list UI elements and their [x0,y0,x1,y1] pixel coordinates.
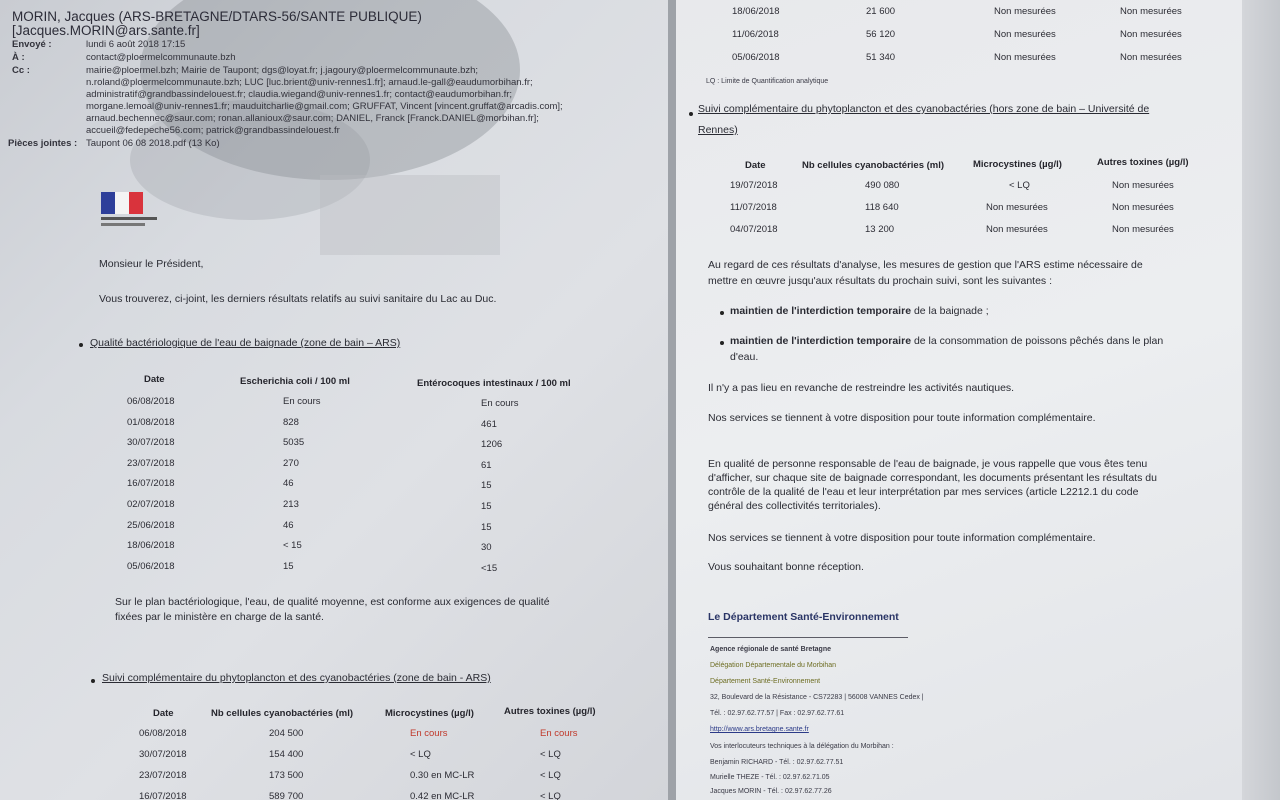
sender-name: MORIN, Jacques (ARS-BRETAGNE/DTARS-56/SANTE PUBLIQUE) [12,9,422,24]
measure-text: de la consommation de poissons pêchés dans le plan [911,335,1164,347]
bullet-icon [689,112,693,116]
salutation: Monsieur le Président, [99,258,204,270]
table-cell: 21 600 [866,6,896,17]
table-header: Microcystines (µg/l) [973,159,1062,170]
table-cell: Non mesurées [1120,29,1182,40]
table-cell: 173 500 [269,770,304,781]
table-cell: 25/06/2018 [127,519,175,531]
table-cell: 51 340 [866,52,896,63]
paragraph: Nos services se tiennent à votre disposition pour toute information complémentaire. [708,532,1096,544]
attachment-label: Pièces jointes : [8,138,78,149]
table-cell: Non mesurées [1112,180,1174,191]
table-cell: 0.30 en MC-LR [410,770,475,781]
table-cell: 30/07/2018 [139,749,187,760]
table-cell: 46 [283,478,294,490]
table-cell: 16/07/2018 [139,791,187,800]
table-cell: 13 200 [865,224,895,235]
table-cell: En cours [410,728,448,739]
table-cell: Non mesurées [986,224,1048,235]
table-cell: < 15 [283,540,302,552]
footer-agency: Agence régionale de santé Bretagne [710,646,831,653]
section-title-phyto-univ-cont: Rennes) [698,124,738,136]
table-cell: 15 [481,521,492,533]
table-cell: En cours [540,728,578,739]
table-cell: 16/07/2018 [127,478,175,490]
table-cell: 18/06/2018 [127,540,175,552]
table-cell: Non mesurées [1112,202,1174,213]
to-value: contact@ploermelcommunaute.bzh [86,52,236,63]
footer-website-link[interactable]: http://www.ars.bretagne.sante.fr [710,726,809,733]
footer-contact: Murielle THEZE - Tél. : 02.97.62.71.05 [710,774,830,781]
measures-intro: Au regard de ces résultats d'analyse, les mesures de gestion que l'ARS estime nécessaire de [708,259,1143,271]
table-cell: 1206 [481,439,503,451]
to-label: À : [12,52,25,63]
table-cell: Non mesurées [1120,6,1182,17]
tree-reflection [130,0,530,300]
lq-note: LQ : Limite de Quantification analytique [706,78,829,85]
measure-bold: maintien de l'interdiction temporaire [730,335,912,347]
table-cell: 213 [283,499,299,510]
table-header: Nb cellules cyanobactéries (ml) [211,708,354,719]
cc-line: mairie@ploermel.bzh; Mairie de Taupont; dgs@loyat.fr; j.jagoury@ploermelcommunaute.bzh; [86,65,479,76]
attachment-link[interactable]: Taupont 06 08 2018.pdf (13 Ko) [86,138,220,149]
table-cell: 23/07/2018 [139,770,187,781]
table-header: Autres toxines (µg/l) [1097,157,1189,168]
section-title-phyto-univ: Suivi complémentaire du phytoplancton et des cyanobactéries (hors zone de bain – Université de [698,103,1150,115]
footer-address: 32, Boulevard de la Résistance - CS72283 | 56008 VANNES Cedex | [710,694,924,701]
table-cell: 270 [283,457,299,469]
cc-line: n.roland@ploermelcommunaute.bzh; LUC [luc.brient@univ-rennes1.fr]; arnaud.le-gall@eaudumorbihan.fr; [86,77,533,88]
bullet-icon [720,311,724,315]
table-cell: En cours [481,398,519,409]
table-cell: 490 080 [865,180,900,191]
table-cell: 02/07/2018 [127,499,175,510]
footer-contact: Jacques MORIN - Tél. : 02.97.62.77.26 [710,788,832,795]
measure-item [730,305,989,317]
table-cell: 06/08/2018 [139,728,187,739]
footer-contact: Benjamin RICHARD - Tél. : 02.97.62.77.51 [710,759,844,766]
table-cell: < LQ [410,749,431,760]
divider [708,637,908,638]
table-cell: 05/06/2018 [127,560,175,572]
table-header: Autres toxines (µg/l) [504,706,596,717]
footer-contacts-title: Vos interlocuteurs techniques à la délégation du Morbihan : [710,743,894,750]
table-cell: 04/07/2018 [730,224,778,235]
republique-logo [97,190,163,234]
table-cell: Non mesurées [986,202,1048,213]
footer-delegation: Délégation Départementale du Morbihan [710,662,837,669]
measure-item [730,335,1163,347]
footer-department: Département Santé-Environnement [710,678,821,685]
cc-line: arnaud.bechennec@saur.com; ronan.allanioux@saur.com; DANIEL, Franck [Franck.DANIEL@morbihan.fr]; [86,113,539,124]
measure-text: de la baignade ; [911,305,989,317]
page-gap [668,0,676,800]
table-cell: 461 [481,418,497,430]
table-header: Date [153,708,174,719]
footer-phone: Tél. : 02.97.62.77.57 | Fax : 02.97.62.77.61 [710,710,845,717]
table-cell: 11/07/2018 [730,202,777,213]
table-cell: Non mesurées [1112,224,1174,235]
table-header: Entérocoques intestinaux / 100 ml [417,378,571,389]
table-cell: En cours [283,396,321,407]
table-header: Microcystines (µg/l) [385,708,474,719]
table-cell: 589 700 [269,791,304,800]
table-cell: 0.42 en MC-LR [410,791,475,800]
paragraph: Il n'y a pas lieu en revanche de restreindre les activités nautiques. [708,382,1015,394]
table-cell: 18/06/2018 [732,6,780,17]
table-cell: 01/08/2018 [127,416,175,428]
paragraph-line: d'afficher, sur chaque site de baignade correspondant, les documents présentant les résultats du [708,472,1157,484]
bullet-icon [91,679,95,683]
table-header: Nb cellules cyanobactéries (ml) [802,160,945,171]
table-cell: 30 [481,542,492,554]
closing: Vous souhaitant bonne réception. [708,561,864,573]
bullet-icon [79,343,83,347]
measure-item-cont: d'eau. [730,351,759,363]
table-cell: 118 640 [865,202,899,213]
table-cell: 15 [481,480,492,492]
table-cell: 23/07/2018 [127,457,175,469]
table-cell: 204 500 [269,728,304,739]
sender-email: [Jacques.MORIN@ars.sante.fr] [12,23,200,38]
table-cell: 05/06/2018 [732,52,780,63]
table-cell: 5035 [283,437,305,449]
table-cell: 46 [283,519,294,531]
sent-value: lundi 6 août 2018 17:15 [86,39,186,50]
table-cell: Non mesurées [1120,52,1182,63]
section-title-bacterio: Qualité bactériologique de l'eau de baignade (zone de bain – ARS) [90,337,401,349]
table-cell: 56 120 [866,29,896,40]
table-cell: 06/08/2018 [127,396,175,407]
table-cell: 30/07/2018 [127,437,175,449]
paragraph: Nos services se tiennent à votre disposition pour toute information complémentaire. [708,412,1096,424]
table-cell: < LQ [1009,180,1030,191]
section-title-phyto: Suivi complémentaire du phytoplancton et des cyanobactéries (zone de bain - ARS) [102,672,491,684]
table-cell: <15 [481,562,498,574]
table-cell: Non mesurées [994,52,1056,63]
table-cell: 828 [283,416,299,428]
table-cell: 19/07/2018 [730,180,778,191]
table-cell: < LQ [540,770,561,781]
table-cell: Non mesurées [994,29,1056,40]
bullet-icon [720,341,724,345]
cc-label: Cc : [12,65,30,76]
right-page [676,0,1242,800]
conclusion-line: Sur le plan bactériologique, l'eau, de qualité moyenne, est conforme aux exigences de qualité [115,596,550,608]
intro-text: Vous trouverez, ci-joint, les derniers résultats relatifs au suivi sanitaire du Lac au Duc. [99,293,497,305]
cc-line: administratif@grandbassindelouest.fr; claudia.wiegand@univ-rennes1.fr; contact@eaudumorbihan.fr; [86,89,513,100]
measure-bold: maintien de l'interdiction temporaire [730,305,912,317]
table-header: Date [144,374,165,385]
table-cell: 15 [481,501,492,512]
table-cell: < LQ [540,749,561,760]
table-cell: 11/06/2018 [732,29,779,40]
signature: Le Département Santé-Environnement [708,611,899,623]
page-edge [1242,0,1280,800]
table-cell: Non mesurées [994,6,1056,17]
measures-intro: mettre en œuvre jusqu'aux résultats du prochain suivi, sont les suivantes : [708,275,1053,287]
paragraph-line: général des collectivités territoriales). [708,500,881,512]
cc-line: accueil@fedepeche56.com; patrick@grandbassindelouest.fr [86,125,340,136]
cc-line: morgane.lemoal@univ-rennes1.fr; mauduitcharlie@gmail.com; GRUFFAT, Vincent [vincent.gruffat@arcadis.com]; [86,101,563,112]
paragraph-line: En qualité de personne responsable de l'eau de baignade, je vous rappelle que vous êtes tenu [708,458,1148,470]
table-header: Date [745,160,766,171]
table-header: Escherichia coli / 100 ml [240,376,350,387]
table-cell: 154 400 [269,749,304,760]
conclusion-line: fixées par le ministère en charge de la santé. [115,611,324,623]
paragraph-line: contrôle de la qualité de l'eau et leur interprétation par mes services (article L2212.1 du code [708,486,1139,498]
table-cell: 61 [481,459,492,471]
table-cell: < LQ [540,791,561,800]
sent-label: Envoyé : [12,39,52,50]
table-cell: 15 [283,560,294,572]
